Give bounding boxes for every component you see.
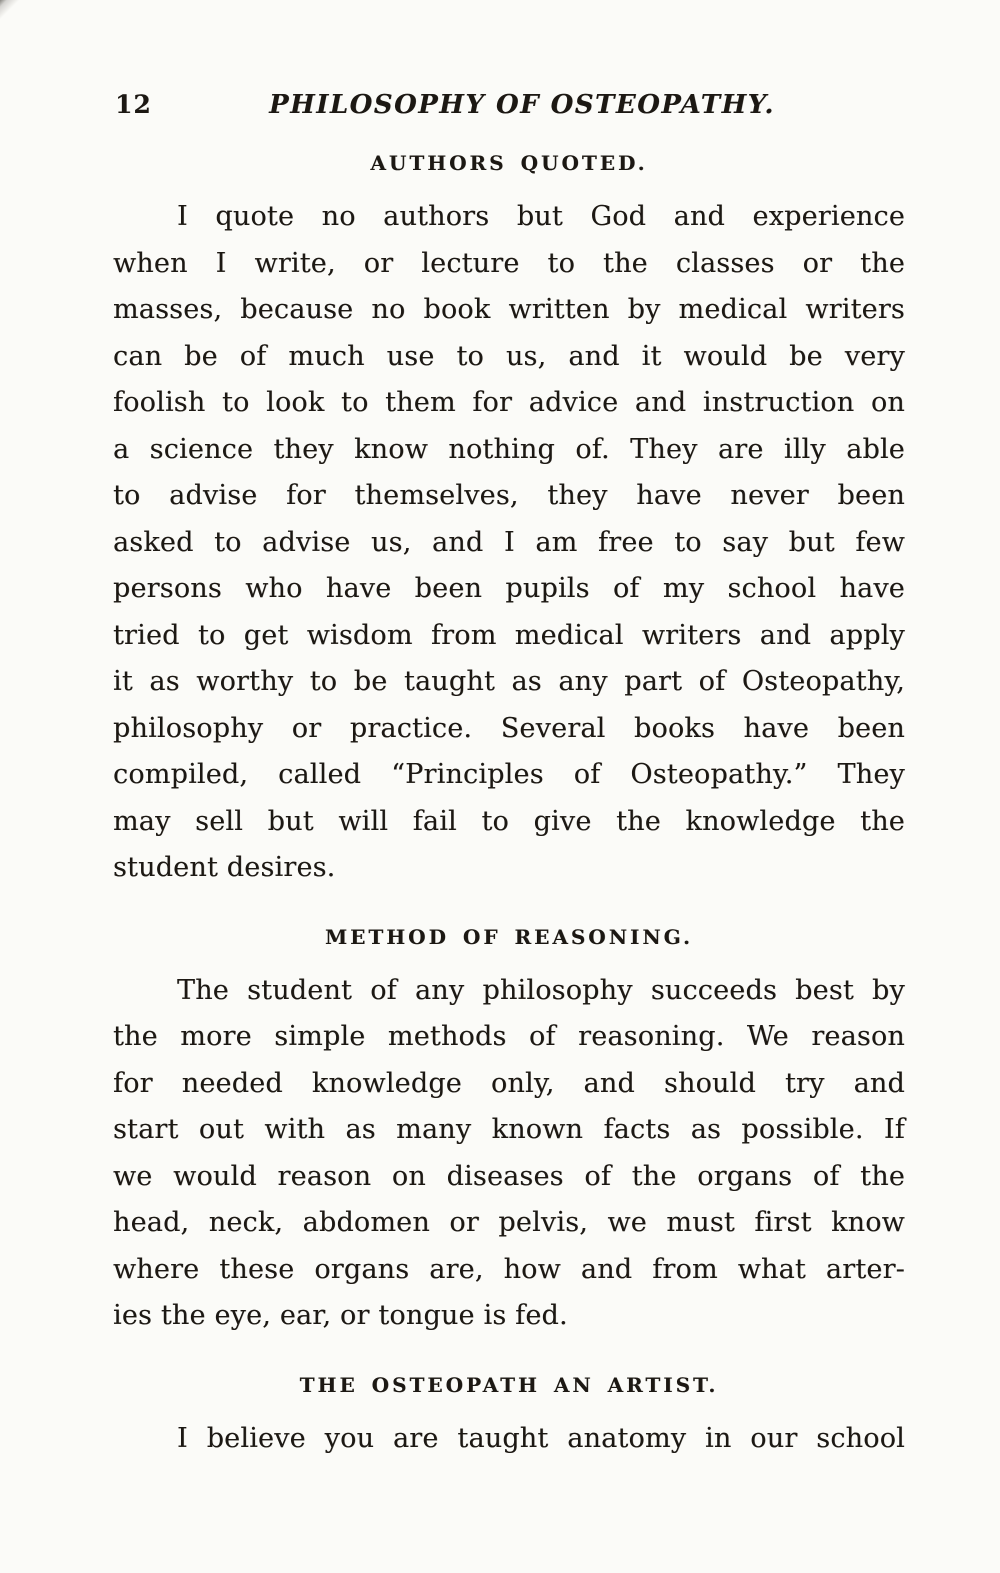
text-line: it as worthy to be taught as any part of Osteopathy,: [113, 666, 905, 697]
paragraph: [113, 1416, 905, 1463]
text-line: head, neck, abdomen or pelvis, we must first know: [113, 1207, 905, 1238]
text-line: for needed knowledge only, and should try and: [113, 1067, 905, 1099]
text-line: we would reason on diseases of the organs of the: [113, 1160, 905, 1192]
text-line: asked to advise us, and I am free to say but few: [113, 526, 905, 558]
text-line: when I write, or lecture to the classes or the: [113, 247, 905, 279]
text-line: ies the eye, ear, or tongue is fed.: [113, 1300, 568, 1331]
text-line: student desires.: [113, 852, 336, 883]
text-line: compiled, called “Principles of Osteopathy.” They: [113, 759, 905, 790]
text-line: the more simple methods of reasoning. We reason: [113, 1021, 905, 1052]
text-line: I quote no authors but God and experience: [177, 201, 905, 232]
text-line: to advise for themselves, they have never been: [113, 480, 905, 511]
text-line: masses, because no book written by medical writers: [113, 294, 905, 325]
page-header: [113, 88, 905, 122]
page-body: [113, 148, 905, 1462]
paragraph: [113, 194, 905, 892]
running-title: PHILOSOPHY OF OSTEOPATHY.: [269, 90, 775, 120]
text-line: foolish to look to them for advice and instruction on: [113, 387, 905, 418]
page-number: 12: [115, 90, 152, 119]
text-line: tried to get wisdom from medical writers and apply: [113, 619, 905, 651]
section-heading: METHOD OF REASONING.: [325, 924, 693, 949]
text-line: a science they know nothing of. They are illy able: [113, 433, 905, 465]
text-line: can be of much use to us, and it would be very: [113, 340, 905, 372]
text-line: where these organs are, how and from what arter-: [113, 1253, 905, 1285]
text-line: start out with as many known facts as possible. If: [113, 1114, 905, 1145]
text-line: may sell but will fail to give the knowledge the: [113, 805, 905, 837]
text-line: persons who have been pupils of my school have: [113, 573, 905, 604]
paragraph: [113, 968, 905, 1340]
section-heading: THE OSTEOPATH AN ARTIST.: [299, 1372, 719, 1397]
section-heading: AUTHORS QUOTED.: [370, 151, 648, 175]
text-line: philosophy or practice. Several books have been: [113, 712, 905, 744]
text-line: I believe you are taught anatomy in our school: [177, 1422, 905, 1454]
text-line: The student of any philosophy succeeds best by: [177, 974, 905, 1006]
